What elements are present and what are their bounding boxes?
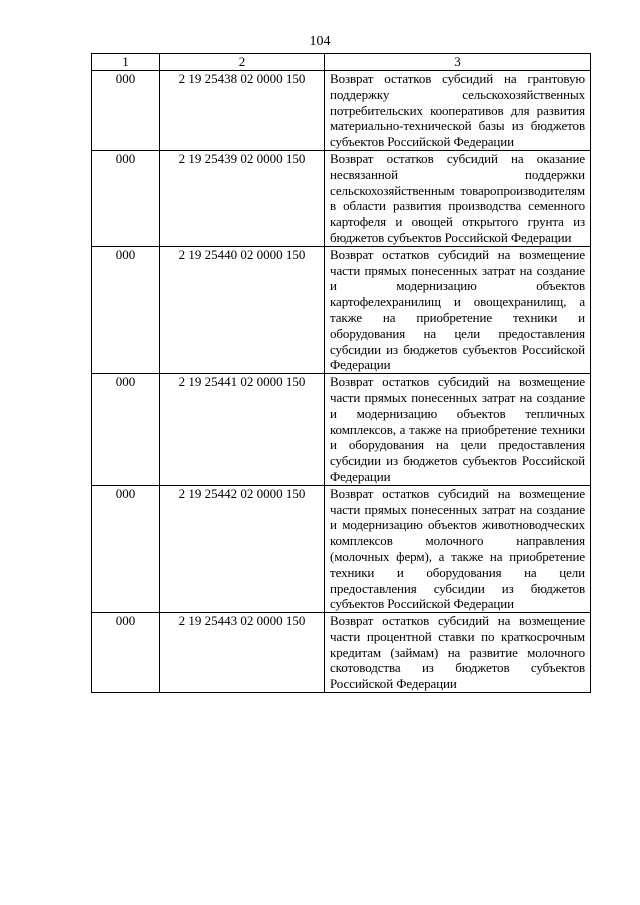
description-line: создание и модернизацию объектов — [330, 389, 586, 421]
description-line: субъектов Российской Федерации — [387, 229, 572, 245]
description-line: Возврат остатков субсидий на возмещение — [330, 374, 585, 390]
budget-code-cell: 2 19 25441 02 0000 150 — [160, 374, 325, 486]
description-line: создание и модернизацию объектов — [330, 262, 586, 294]
description-line: сельскохозяйственным — [330, 182, 455, 198]
table-row — [92, 150, 591, 246]
description-line: части процентной ставки по — [330, 628, 495, 644]
table-row — [92, 246, 591, 373]
description-line: Федерации — [453, 596, 514, 612]
description-cell — [325, 150, 591, 246]
table-header-row — [92, 54, 591, 71]
budget-classification-table — [91, 53, 591, 693]
description-line: части прямых понесенных затрат на — [330, 262, 533, 278]
column-header-3: 3 — [325, 54, 591, 71]
admin-code-cell: 000 — [92, 485, 160, 612]
description-line: цели предоставления субсидии из — [330, 564, 585, 596]
description-line: бюджетов субъектов Российской — [330, 660, 586, 692]
description-cell — [325, 613, 591, 693]
admin-code-cell: 000 — [92, 150, 160, 246]
column-header-1: 1 — [92, 54, 160, 71]
description-line: направления (молочных ферм), а также на — [330, 533, 585, 564]
description-line: Возврат остатков субсидий на возмещение — [330, 246, 585, 262]
description-line: картофелехранилищ и овощехранилищ, а — [330, 294, 585, 310]
description-line: части прямых понесенных затрат на — [330, 501, 533, 517]
description-line: приобретение техники и оборудования на — [330, 421, 585, 453]
description-cell — [325, 71, 591, 151]
description-line: производства семенного картофеля и — [330, 198, 585, 230]
admin-code-cell: 000 — [92, 613, 160, 693]
description-line: оборудования на цели предоставления — [330, 325, 585, 341]
description-line: несвязанной поддержки — [330, 166, 585, 182]
description-cell — [325, 374, 591, 486]
description-line: потребительских кооперативов для — [330, 102, 530, 118]
budget-code-cell: 2 19 25443 02 0000 150 — [160, 613, 325, 693]
description-line: также на приобретение техники и — [330, 309, 585, 325]
description-line: животноводческих комплексов молочного — [330, 517, 585, 549]
description-line: Федерации — [453, 134, 514, 150]
budget-code-cell: 2 19 25440 02 0000 150 — [160, 246, 325, 373]
table-row — [92, 485, 591, 612]
description-line: части прямых понесенных затрат на — [330, 389, 533, 405]
description-line: Федерации — [396, 676, 457, 692]
budget-code-cell: 2 19 25439 02 0000 150 — [160, 150, 325, 246]
description-line: субсидии из бюджетов субъектов — [330, 341, 517, 357]
budget-code-cell: 2 19 25442 02 0000 150 — [160, 485, 325, 612]
description-line: создание и модернизацию объектов — [330, 501, 586, 533]
table-row — [92, 71, 591, 151]
description-line: Возврат остатков субсидий на возмещение — [330, 485, 585, 501]
description-line: бюджетов субъектов Российской — [403, 453, 585, 469]
description-cell — [325, 485, 591, 612]
table-row — [92, 374, 591, 486]
description-line: цели предоставления субсидии из — [330, 437, 586, 469]
description-line: Возврат остатков субсидий на грантовую — [330, 71, 585, 86]
description-line: Федерации — [330, 468, 391, 484]
description-line: Возврат остатков субсидий на оказание — [330, 150, 585, 166]
admin-code-cell: 000 — [92, 246, 160, 373]
description-line: бюджетов субъектов Российской — [330, 580, 586, 612]
description-line: товаропроизводителям в области развития — [330, 182, 585, 214]
description-line: Возврат остатков субсидий на возмещение — [330, 613, 585, 629]
description-line: приобретение техники и оборудования на — [330, 548, 586, 580]
table-body — [92, 71, 591, 693]
admin-code-cell: 000 — [92, 71, 160, 151]
description-line: тепличных комплексов, а также на — [330, 405, 585, 437]
column-header-2: 2 — [160, 54, 325, 71]
page-number: 104 — [309, 34, 331, 49]
description-line: краткосрочным кредитам (займам) на — [330, 628, 585, 660]
description-line: овощей открытого грунта из бюджетов — [330, 214, 585, 245]
description-line: развития материально-технической базы — [330, 102, 585, 134]
budget-code-cell: 2 19 25438 02 0000 150 — [160, 71, 325, 151]
description-cell — [325, 246, 591, 373]
description-line: из бюджетов субъектов Российской — [330, 118, 585, 150]
description-line: Российской Федерации — [330, 341, 585, 373]
description-line: поддержку сельскохозяйственных — [330, 86, 585, 102]
admin-code-cell: 000 — [92, 374, 160, 486]
table-row — [92, 613, 591, 693]
description-line: развитие молочного скотоводства из — [330, 644, 585, 676]
